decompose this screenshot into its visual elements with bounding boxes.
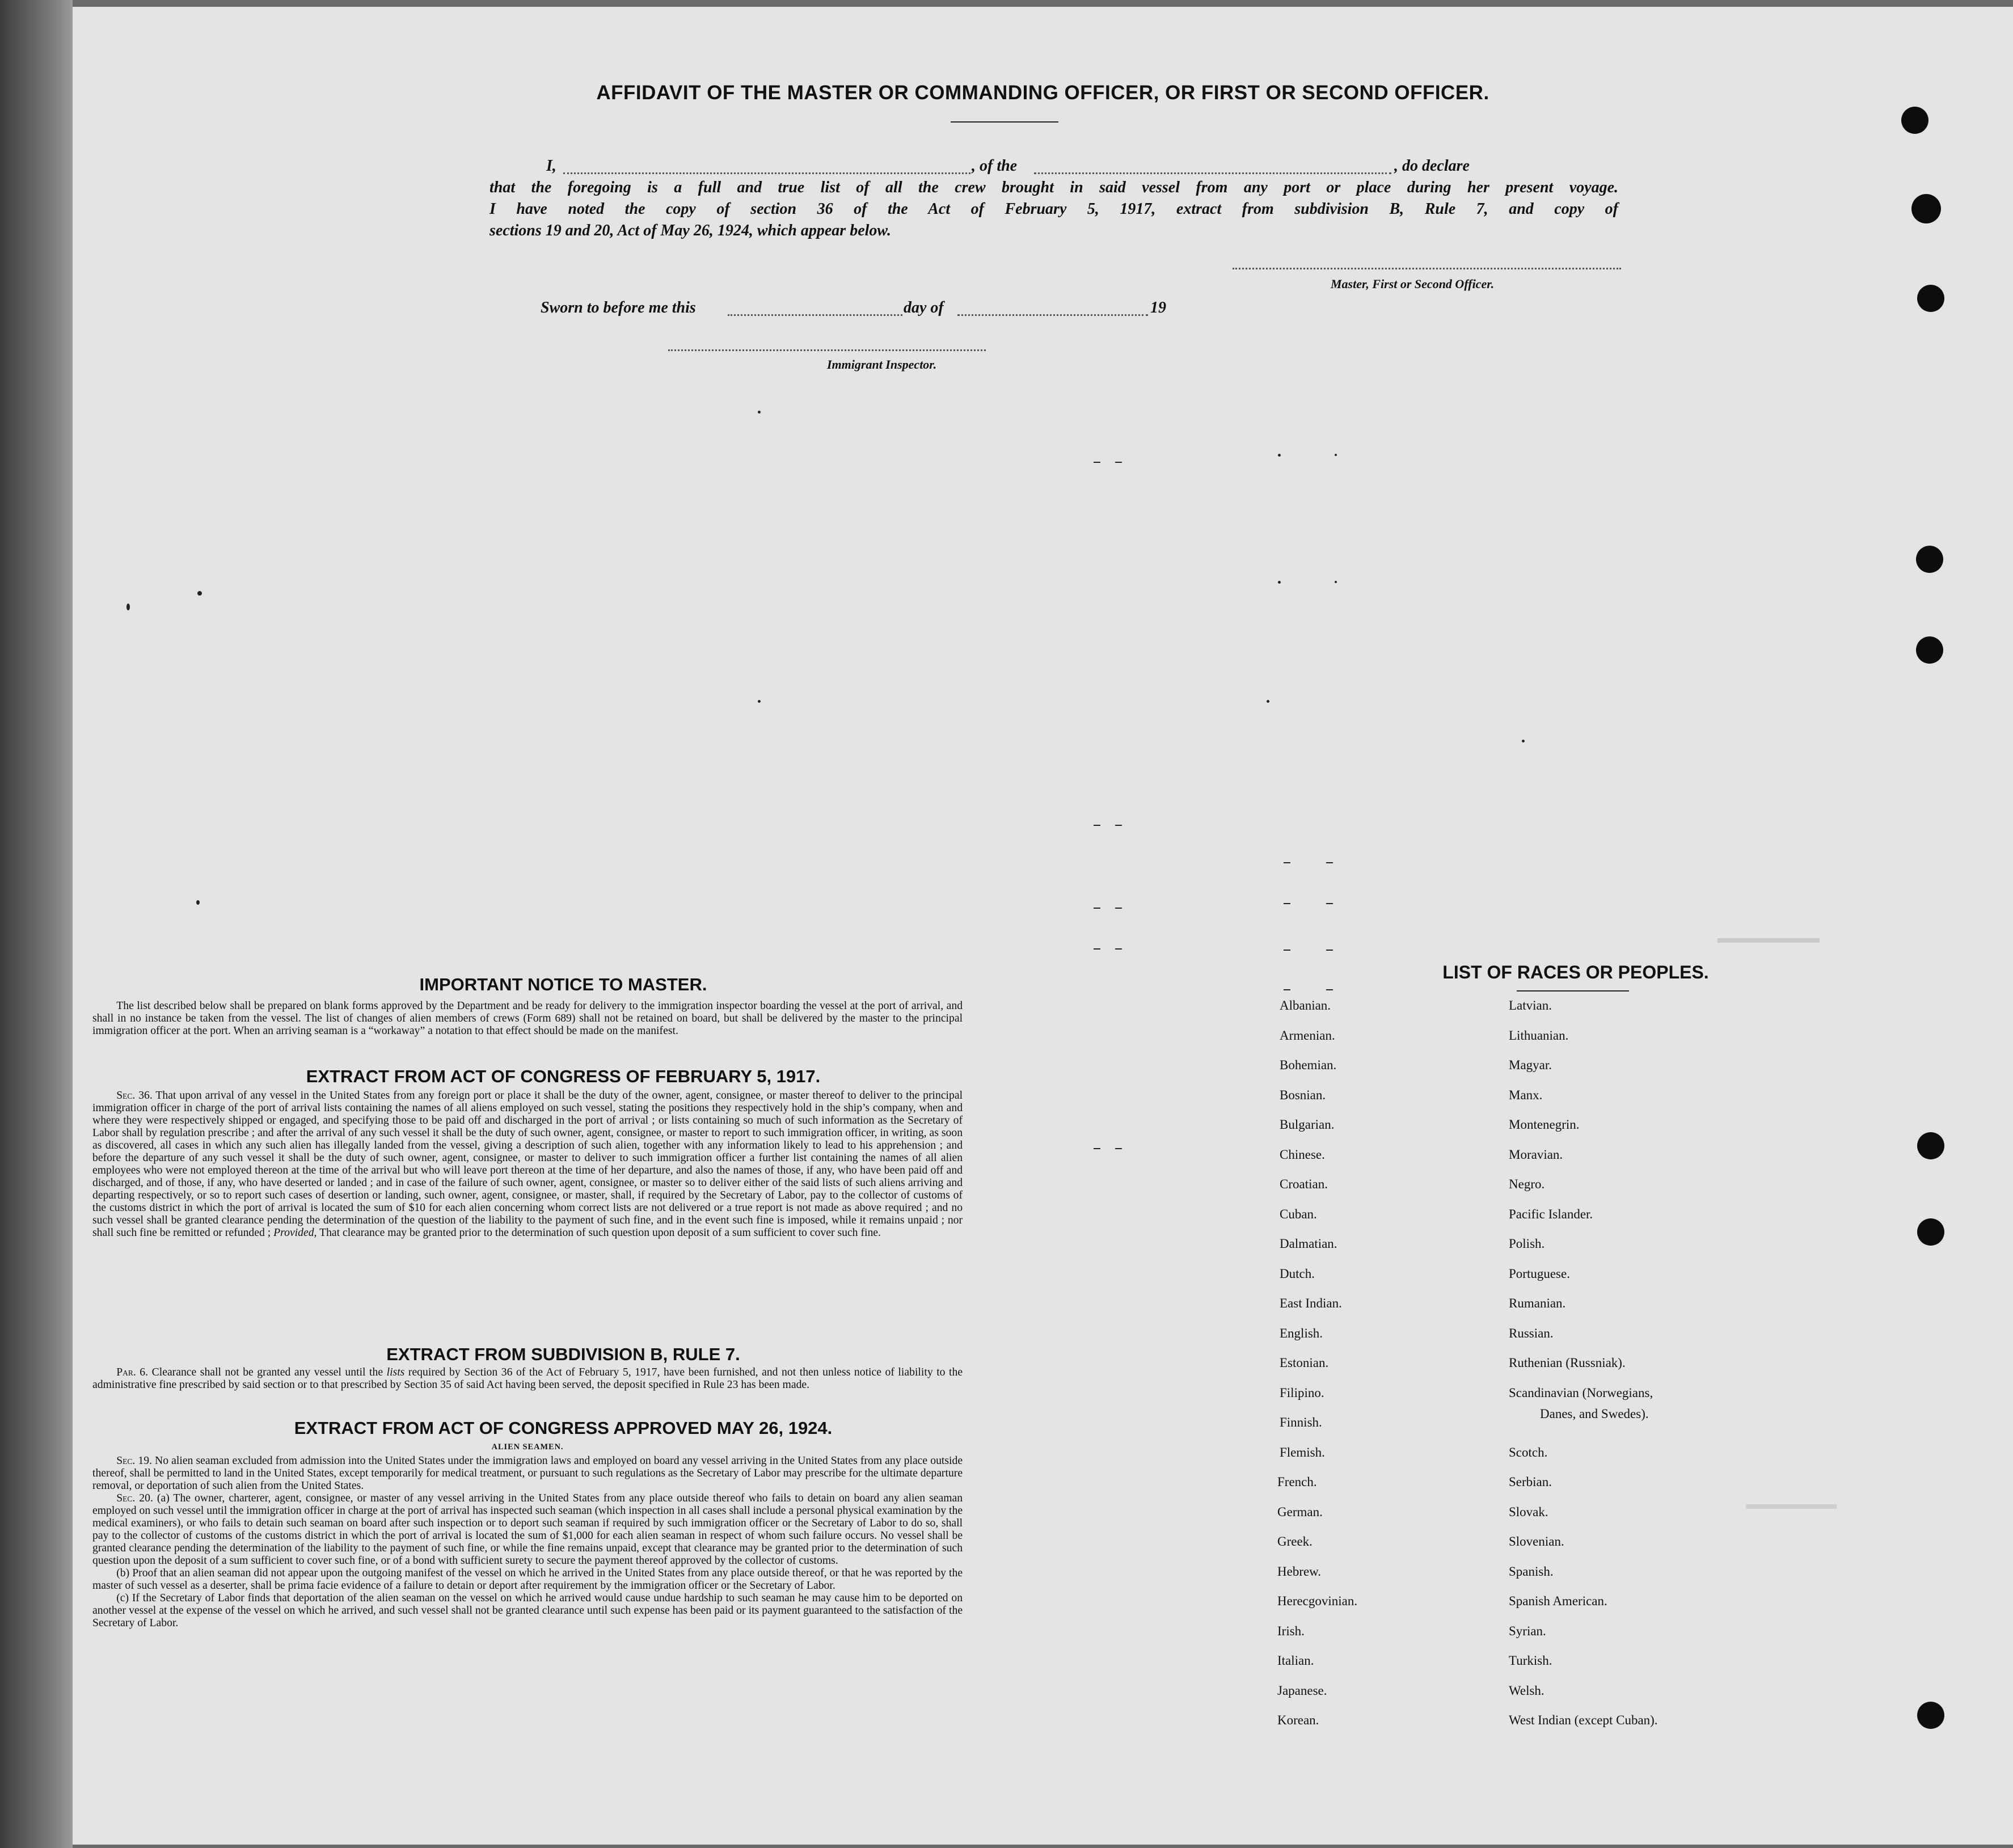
provided-word: Provided, bbox=[273, 1226, 317, 1239]
inspector-caption: Immigrant Inspector. bbox=[827, 357, 937, 372]
scan-dash bbox=[1115, 1148, 1122, 1149]
scan-speck bbox=[1335, 581, 1337, 583]
race-item: Polish. bbox=[1509, 1237, 1545, 1251]
par-6-text-a: Clearance shall not be granted any vessel until the bbox=[151, 1366, 383, 1378]
race-item: Turkish. bbox=[1509, 1653, 1552, 1668]
scan-speck bbox=[1278, 581, 1281, 584]
race-item: Portuguese. bbox=[1509, 1266, 1570, 1281]
sec-19-text: No alien seaman excluded from admission into the United States under the immigration laws and employed on board any vessel arriving in the United States from any place outside thereof, shall be permitted to land in the United States, except temporarily for medical treatment, or pursuant to such regulations as the Secretary of Labor may prescribe for the ultimate departure removal, or deportation of such alien from the United States. bbox=[92, 1454, 963, 1492]
punch-hole bbox=[1917, 285, 1944, 312]
inspector-signature-line[interactable] bbox=[668, 349, 986, 351]
punch-hole bbox=[1916, 636, 1943, 664]
scan-speck bbox=[196, 900, 200, 905]
race-item: Spanish. bbox=[1509, 1564, 1554, 1579]
affidavit-declaration bbox=[489, 155, 1618, 242]
rule-7-body bbox=[92, 1366, 963, 1391]
race-item: Dalmatian. bbox=[1280, 1237, 1337, 1251]
race-item: Ruthenian (Russniak). bbox=[1509, 1356, 1626, 1370]
race-item: Magyar. bbox=[1509, 1058, 1552, 1072]
scan-dash bbox=[1094, 908, 1100, 909]
act-1924-title: EXTRACT FROM ACT OF CONGRESS APPROVED MAY 26, 1924. bbox=[294, 1418, 833, 1438]
sworn-prefix: Sworn to before me this bbox=[541, 299, 696, 317]
race-item: German. bbox=[1277, 1504, 1323, 1519]
race-item: Armenian. bbox=[1280, 1028, 1335, 1043]
race-item: Italian. bbox=[1277, 1653, 1314, 1668]
race-item: Finnish. bbox=[1280, 1415, 1322, 1429]
scan-dash bbox=[1115, 908, 1122, 909]
sec-20-a-text: (a) The owner, charterer, agent, consignee, or master of any vessel arriving in the United States from any place outside thereof who fails to detain on board any alien seaman employed on such vessel until the immigration officer in charge at the port of arrival has inspected such seaman (which inspection in all cases shall include a personal physical examination by the medical examiners), or who fails to detain such seaman on board after such inspection or to deport such seaman if required by such immigration officer or the Secretary of Labor to do so, shall pay to the collector of customs of the customs district in which the port of arrival is located the sum of $1,000 for each alien seaman in respect of whom such failure occurs. No vessel shall be granted clearance pending the determination of the liability to the payment of such fine, or while the fine remains unpaid, except that clearance may be granted prior to the determination of such question upon the deposit of a sum sufficient to cover such fine, or of a bond with sufficient surety to secure the payment thereof approved by the collector of customs. bbox=[92, 1492, 963, 1567]
scan-dash bbox=[1094, 1148, 1100, 1149]
race-item: Spanish American. bbox=[1509, 1594, 1607, 1608]
race-item: Welsh. bbox=[1509, 1683, 1544, 1698]
sworn-day-field[interactable] bbox=[728, 314, 902, 316]
notice-title: IMPORTANT NOTICE TO MASTER. bbox=[419, 974, 707, 994]
race-item: Bohemian. bbox=[1280, 1058, 1337, 1072]
race-item: Scandinavian (Norwegians, bbox=[1509, 1385, 1653, 1400]
race-item: Russian. bbox=[1509, 1326, 1554, 1340]
sworn-year: 19 bbox=[1150, 299, 1166, 317]
notice-text: The list described below shall be prepared on blank forms approved by the Department and be ready for delivery to the immigration inspector boarding the vessel at the port of arrival, and shall in no instance be taken from the vessel. The list of changes of alien members of crews (Form 689) shall not be retained on board, but shall be delivered by the master to the principal immigration officer at the port. When an arriving seaman is a “workaway” a notation to that effect should be made on the manifest. bbox=[92, 999, 963, 1037]
par-6-text-b: required by Section 36 of the Act of February 5, 1917, have been furnished, and not then unless notice of liability to the administrative fine prescribed by said section or to that prescribed by Section 35 of said Act having been served, the deposit specified in Rule 23 has been made. bbox=[92, 1366, 963, 1391]
race-item: East Indian. bbox=[1280, 1296, 1342, 1310]
punch-hole bbox=[1917, 1132, 1944, 1159]
punch-hole bbox=[1911, 194, 1941, 223]
scan-speck bbox=[1267, 700, 1269, 703]
race-item: Albanian. bbox=[1280, 998, 1331, 1012]
rule-7-title: EXTRACT FROM SUBDIVISION B, RULE 7. bbox=[386, 1344, 740, 1364]
scan-speck bbox=[197, 591, 202, 596]
sworn-line bbox=[541, 297, 1221, 320]
races-title-underline bbox=[1517, 990, 1629, 991]
scan-dash bbox=[1326, 903, 1333, 904]
race-item: Korean. bbox=[1277, 1713, 1319, 1727]
scan-dash bbox=[1094, 825, 1100, 826]
race-item: Latvian. bbox=[1509, 998, 1552, 1012]
race-item: Irish. bbox=[1277, 1623, 1305, 1638]
scan-dash bbox=[1284, 989, 1290, 990]
scan-dash bbox=[1326, 862, 1333, 863]
scan-dash bbox=[1284, 950, 1290, 951]
race-item: Slovak. bbox=[1509, 1504, 1548, 1519]
document-page bbox=[73, 7, 2013, 1845]
race-item: Chinese. bbox=[1280, 1147, 1325, 1162]
race-item: West Indian (except Cuban). bbox=[1509, 1713, 1658, 1727]
race-item: French. bbox=[1277, 1475, 1317, 1489]
race-item: Cuban. bbox=[1280, 1206, 1317, 1221]
sec-20-label: Sec. 20. bbox=[116, 1492, 153, 1504]
sworn-month-field[interactable] bbox=[957, 314, 1148, 316]
punch-hole bbox=[1901, 107, 1928, 134]
scan-speck bbox=[758, 411, 761, 414]
faint-ghost-mark bbox=[1746, 1504, 1837, 1509]
race-item: Estonian. bbox=[1280, 1356, 1329, 1370]
race-item: Herecgovinian. bbox=[1277, 1594, 1358, 1608]
race-item: Syrian. bbox=[1509, 1623, 1546, 1638]
scan-speck bbox=[1335, 454, 1337, 456]
race-item: Japanese. bbox=[1277, 1683, 1327, 1698]
declaration-line-2: that the foregoing is a full and true list of all the crew brought in said vessel from any port or place during her present voyage. bbox=[489, 179, 1618, 196]
race-item: English. bbox=[1280, 1326, 1323, 1340]
scan-dash bbox=[1115, 948, 1122, 950]
race-item: Greek. bbox=[1277, 1534, 1313, 1549]
scan-speck bbox=[1522, 740, 1525, 742]
scan-dash bbox=[1284, 903, 1290, 904]
punch-hole bbox=[1917, 1218, 1944, 1246]
alien-seamen-heading: ALIEN SEAMEN. bbox=[491, 1442, 564, 1452]
race-item: Rumanian. bbox=[1509, 1296, 1566, 1310]
affidavit-title: AFFIDAVIT OF THE MASTER OR COMMANDING OFFICER, OR FIRST OR SECOND OFFICER. bbox=[596, 82, 1489, 104]
scan-speck bbox=[1278, 454, 1281, 457]
act-1924-body bbox=[92, 1440, 963, 1629]
title-underline bbox=[951, 121, 1058, 123]
notice-body bbox=[92, 999, 963, 1037]
declarant-name-field[interactable] bbox=[563, 172, 970, 174]
race-continuation: Danes, and Swedes). bbox=[1540, 1407, 1649, 1421]
race-item: Manx. bbox=[1509, 1087, 1543, 1102]
declaration-line-4: sections 19 and 20, Act of May 26, 1924, which appear below. bbox=[489, 222, 892, 239]
race-item: Serbian. bbox=[1509, 1475, 1552, 1489]
sec-36-text: That upon arrival of any vessel in the United States from any foreign port or place it shall be the duty of the owner, agent, consignee, or master thereof to deliver to the principal immigration officer in charge of the port of arrival lists containing the names of all aliens employed on such vessel, stating the positions they respectively hold in the ship’s company, when and where they were respectively shipped or engaged, and specifying those to be paid off and discharged in the port of arrival ; or lists containing so much of such information as the Secretary of Labor shall by regulation prescribe ; and after the arrival of any such vessel it shall be the duty of such owner, agent, consignee, or master to report to such immigration officer, in writing, as soon as discovered, all cases in which any such alien has illegally landed from the vessel, giving a description of such alien, together with any information likely to lead to his apprehension ; and before the departure of any such vessel it shall be the duty of such owner, agent, consignee, or master to deliver to such immigration officer a further list containing the names of all alien employees who were not employed thereon at the time of the arrival but who will leave port thereon at the time of her departure, and also the names of those, if any, who have been paid off and discharged, and of those, if any, who have deserted or landed ; and in case of the failure of such owner, agent, consignee, or master so to deliver either of the said lists of such aliens arriving and departing respectively, or so to report such cases of desertion or landing, such owner, agent, consignee, or master, shall, if required by the Secretary of Labor, pay to the collector of customs of the customs district in which the port of arrival is located the sum of $10 for each alien concerning whom correct lists are not delivered or a true report is not made as above required ; and no such vessel shall be granted clearance pending the determination of the question of the liability to the payment of such fine, and in the event such fine is imposed, while it remains unpaid ; nor shall such fine be remitted or refunded ; bbox=[92, 1089, 963, 1239]
scan-dash bbox=[1094, 462, 1100, 463]
races-title: LIST OF RACES OR PEOPLES. bbox=[1442, 962, 1709, 982]
sec-20-c-text: (c) If the Secretary of Labor finds that deportation of the alien seaman on the vessel on which he arrived would cause undue hardship to such seaman he may cause him to be deported on another vessel at the expense of the vessel on which he arrived, and such vessel shall not be granted clearance until such expense has been paid or its payment guaranteed to the satisfaction of the Secretary of Labor. bbox=[92, 1592, 963, 1629]
declare-suffix: , do declare bbox=[1394, 157, 1470, 175]
scan-dash bbox=[1094, 948, 1100, 950]
race-item: Montenegrin. bbox=[1509, 1117, 1580, 1132]
master-signature-caption: Master, First or Second Officer. bbox=[1331, 277, 1495, 291]
race-item: Pacific Islander. bbox=[1509, 1206, 1593, 1221]
declaration-line-3: I have noted the copy of section 36 of the Act of February 5, 1917, extract from subdivision B, Rule 7, and copy of bbox=[489, 200, 1618, 218]
master-signature-line[interactable] bbox=[1233, 268, 1621, 269]
lists-word: lists bbox=[386, 1366, 405, 1378]
sec-36-label: Sec. 36. bbox=[116, 1089, 153, 1102]
declarant-prefix: I, bbox=[546, 157, 556, 175]
race-item: Filipino. bbox=[1280, 1385, 1324, 1400]
race-item: Hebrew. bbox=[1277, 1564, 1322, 1579]
sec-19-label: Sec. 19. bbox=[116, 1454, 152, 1467]
race-item: Dutch. bbox=[1280, 1266, 1315, 1281]
race-item: Bulgarian. bbox=[1280, 1117, 1335, 1132]
race-item: Negro. bbox=[1509, 1177, 1545, 1191]
faint-ghost-mark bbox=[1717, 938, 1820, 943]
scan-dash bbox=[1326, 950, 1333, 951]
race-item: Scotch. bbox=[1509, 1445, 1548, 1459]
scan-speck bbox=[758, 700, 761, 703]
race-item: Croatian. bbox=[1280, 1177, 1328, 1191]
scan-dash bbox=[1284, 862, 1290, 863]
sworn-day-of: day of bbox=[904, 299, 944, 317]
scan-left-margin bbox=[0, 0, 73, 1848]
vessel-name-field[interactable] bbox=[1034, 172, 1391, 174]
race-item: Bosnian. bbox=[1280, 1087, 1326, 1102]
vessel-prefix: , of the bbox=[972, 157, 1018, 175]
scan-dash bbox=[1115, 825, 1122, 826]
act-1917-title: EXTRACT FROM ACT OF CONGRESS OF FEBRUARY 5, 1917. bbox=[306, 1066, 821, 1086]
par-6-label: Par. 6. bbox=[116, 1366, 149, 1378]
act-1917-body bbox=[92, 1089, 963, 1239]
scan-dash bbox=[1115, 462, 1122, 463]
punch-hole bbox=[1916, 546, 1943, 573]
sec-36-text-end: That clearance may be granted prior to the determination of such question upon deposit of a sum sufficient to cover such fine. bbox=[319, 1226, 881, 1239]
race-item: Lithuanian. bbox=[1509, 1028, 1569, 1043]
scan-dash bbox=[1326, 989, 1333, 990]
race-item: Flemish. bbox=[1280, 1445, 1325, 1459]
race-item: Moravian. bbox=[1509, 1147, 1563, 1162]
scan-speck bbox=[126, 604, 130, 610]
sec-20-b-text: (b) Proof that an alien seaman did not appear upon the outgoing manifest of the vessel on which he arrived in the United States from any place outside thereof, or that he was reported by the master of such vessel as a deserter, shall be prima facie evidence of a failure to detain or deport after requirement by the immigration officer or the Secretary of Labor. bbox=[92, 1567, 963, 1592]
race-item: Slovenian. bbox=[1509, 1534, 1564, 1549]
punch-hole bbox=[1917, 1702, 1944, 1729]
